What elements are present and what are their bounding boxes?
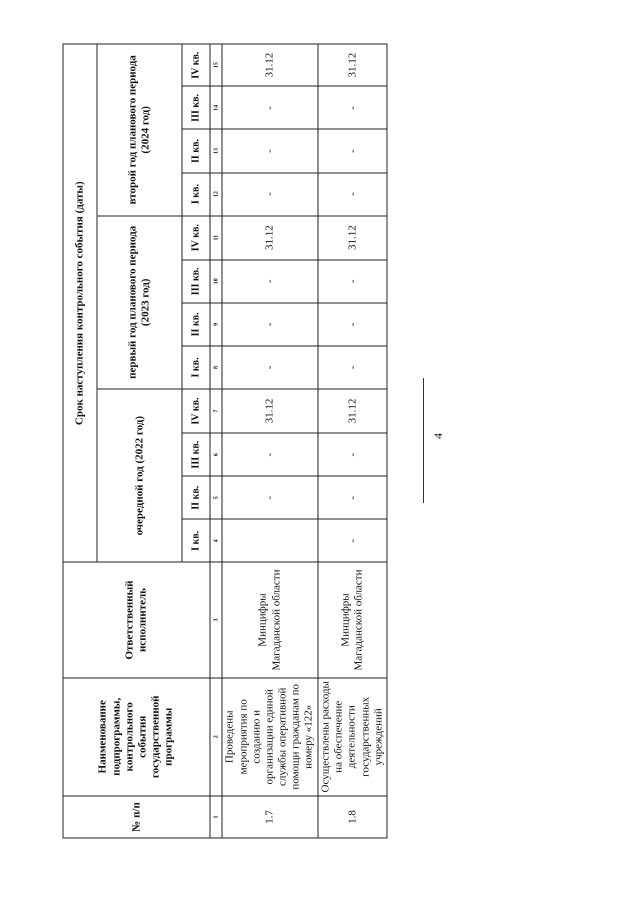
quarter-header: I кв. <box>182 345 210 388</box>
column-number: 12 <box>210 172 222 215</box>
column-number-row <box>210 44 222 838</box>
row-name: Проведены мероприятия по созданию и организации единой службы оперативной помощи гражданам по номеру «122» <box>222 677 318 795</box>
quarter-header: IV кв. <box>182 215 210 259</box>
quarter-cell: - <box>318 86 387 129</box>
quarter-cell: - <box>318 302 387 345</box>
page-number: 4 <box>431 433 445 439</box>
table-row <box>222 44 318 838</box>
quarter-header: III кв. <box>182 86 210 129</box>
column-number: 11 <box>210 215 222 259</box>
quarter-cell: 31.12 <box>222 389 318 433</box>
table-row <box>318 44 387 838</box>
quarter-cell <box>222 519 318 562</box>
quarter-cell: - <box>222 345 318 388</box>
quarter-header: II кв. <box>182 129 210 172</box>
quarter-cell: 31.12 <box>222 44 318 86</box>
column-number: 7 <box>210 389 222 433</box>
quarter-header: II кв. <box>182 302 210 345</box>
quarter-cell: - <box>222 129 318 172</box>
quarter-cell: 31.12 <box>318 389 387 433</box>
row-name: Осуществлены расходы на обеспечение деятельности государственных учреждений <box>318 677 387 795</box>
column-number: 6 <box>210 433 222 476</box>
quarter-header: III кв. <box>182 259 210 302</box>
row-executor: Минцифры Магаданской области <box>318 562 387 677</box>
quarter-cell: - <box>318 172 387 215</box>
quarter-header: IV кв. <box>182 389 210 433</box>
quarter-cell: - <box>222 476 318 519</box>
column-number: 2 <box>210 677 222 795</box>
quarter-cell: - <box>222 86 318 129</box>
quarter-cell: - <box>318 519 387 562</box>
row-num: 1.8 <box>318 795 387 837</box>
quarter-header: IV кв. <box>182 44 210 86</box>
column-number: 15 <box>210 44 222 86</box>
quarter-header: I кв. <box>182 172 210 215</box>
column-number: 10 <box>210 259 222 302</box>
quarter-cell: - <box>318 476 387 519</box>
column-number: 1 <box>210 795 222 837</box>
column-number: 3 <box>210 562 222 677</box>
header-executor: Ответственный исполнитель <box>63 562 210 677</box>
control-events-table <box>62 43 387 838</box>
header-period-2024: второй год планового периода (2024 год) <box>97 44 182 216</box>
quarter-cell: - <box>222 259 318 302</box>
quarter-cell: - <box>222 172 318 215</box>
quarter-cell: - <box>222 302 318 345</box>
column-number: 8 <box>210 345 222 388</box>
column-number: 5 <box>210 476 222 519</box>
quarter-cell: - <box>318 345 387 388</box>
quarter-header: I кв. <box>182 519 210 562</box>
quarter-cell: 31.12 <box>318 44 387 86</box>
row-num: 1.7 <box>222 795 318 837</box>
quarter-cell: 31.12 <box>222 215 318 259</box>
column-number: 4 <box>210 519 222 562</box>
quarter-cell: 31.12 <box>318 215 387 259</box>
header-period-2023: первый год планового периода (2023 год) <box>97 215 182 388</box>
separator-line <box>423 378 424 503</box>
quarter-cell: - <box>318 129 387 172</box>
row-executor: Минцифры Магаданской области <box>222 562 318 677</box>
header-period-2022: очередной год (2022 год) <box>97 389 182 562</box>
header-num: № п/п <box>63 795 210 837</box>
header-name: Наименование подпрограммы, контрольного события государственной программы <box>63 677 210 795</box>
quarter-cell: - <box>222 433 318 476</box>
quarter-header: III кв. <box>182 433 210 476</box>
column-number: 13 <box>210 129 222 172</box>
control-events-table-wrapper <box>62 43 386 838</box>
quarter-cell: - <box>318 259 387 302</box>
column-number: 14 <box>210 86 222 129</box>
header-period-group: Срок наступления контрольного события (даты) <box>63 44 97 562</box>
quarter-cell: - <box>318 433 387 476</box>
column-number: 9 <box>210 302 222 345</box>
quarter-header: II кв. <box>182 476 210 519</box>
